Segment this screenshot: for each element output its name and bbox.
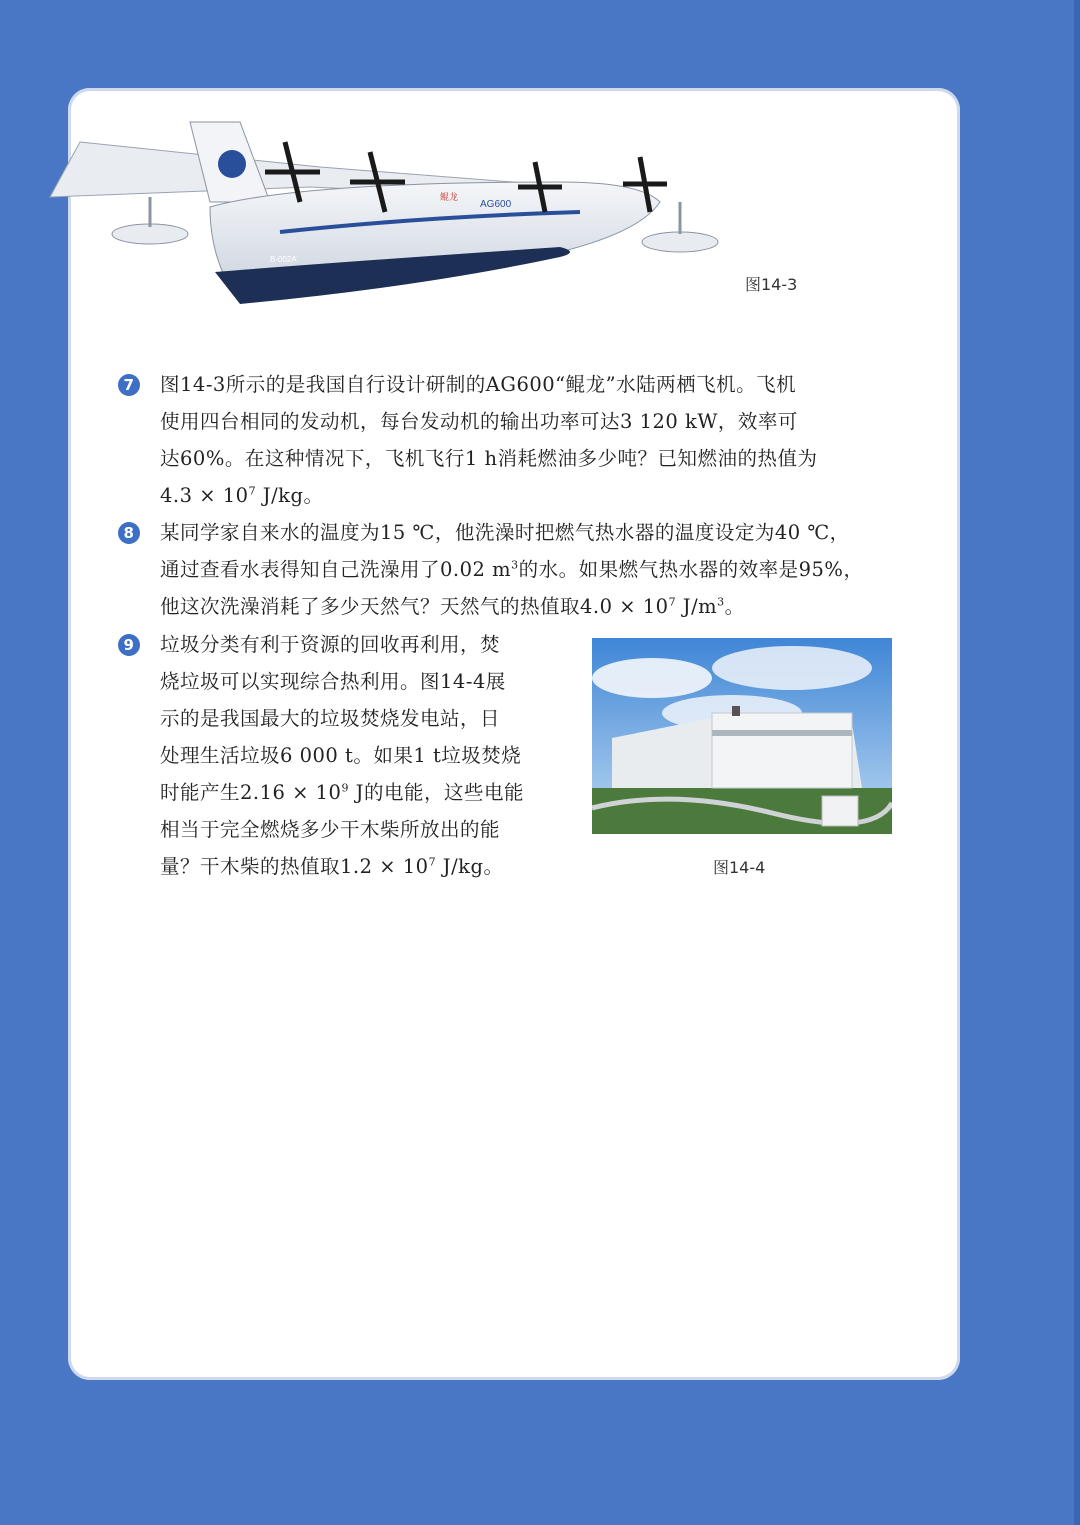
question-text-line: 时能产生$2.16 \times 10^9$ J的电能，这些电能 [160, 781, 524, 804]
right-edge-strip [1074, 0, 1080, 1525]
question-9 [120, 626, 560, 885]
figure-caption-14-4: 图14-4 [713, 858, 766, 877]
question-text-line: 量？干木柴的热值取$1.2 \times 10^7$ J/kg。 [160, 855, 504, 878]
question-text-line: 使用四台相同的发动机，每台发动机的输出功率可达3 120 kW，效率可 [160, 410, 798, 433]
question-text-line: 某同学家自来水的温度为15 ℃，他洗澡时把燃气热水器的温度设定为40 ℃， [160, 521, 850, 544]
plane-brand-marking: 鲲龙 [440, 193, 459, 203]
question-text-line: 示的是我国最大的垃圾焚烧发电站，日 [160, 707, 501, 730]
question-text-line: 通过查看水表得知自己洗澡用了0.02 $m^3$的水。如果燃气热水器的效率是95%， [160, 558, 864, 581]
question-text-line: 处理生活垃圾6 000 t。如果1 t垃圾焚烧 [160, 744, 522, 767]
waste-incineration-plant-photo [592, 638, 892, 834]
question-text-line: 烧垃圾可以实现综合热利用。图14-4展 [160, 670, 506, 693]
figure-caption-14-3: 图14-3 [745, 275, 798, 294]
question-text-line: 图14-3所示的是我国自行设计研制的AG600“鲲龙”水陆两栖飞机。飞机 [160, 373, 797, 396]
plane-registration-marking: B-002A [270, 255, 297, 264]
amphibious-plane-illustration [40, 112, 770, 322]
question-7 [120, 366, 900, 514]
plane-model-marking: AG600 [480, 199, 512, 210]
question-number-badge: 9 [118, 634, 140, 656]
question-text-line: 垃圾分类有利于资源的回收再利用，焚 [160, 633, 501, 656]
question-text-line: 达60%。在这种情况下，飞机飞行1 h消耗燃油多少吨？已知燃油的热值为 [160, 447, 818, 470]
question-text-line: 相当于完全燃烧多少干木柴所放出的能 [160, 818, 501, 841]
question-text-line: $4.3 \times 10^7$ J/kg。 [160, 484, 324, 507]
question-number-badge: 8 [118, 522, 140, 544]
question-text-line: 他这次洗澡消耗了多少天然气？天然气的热值取$4.0 \times 10^7$ $J/m^3$。 [160, 595, 745, 618]
question-number-badge: 7 [118, 374, 140, 396]
question-8 [120, 514, 900, 625]
